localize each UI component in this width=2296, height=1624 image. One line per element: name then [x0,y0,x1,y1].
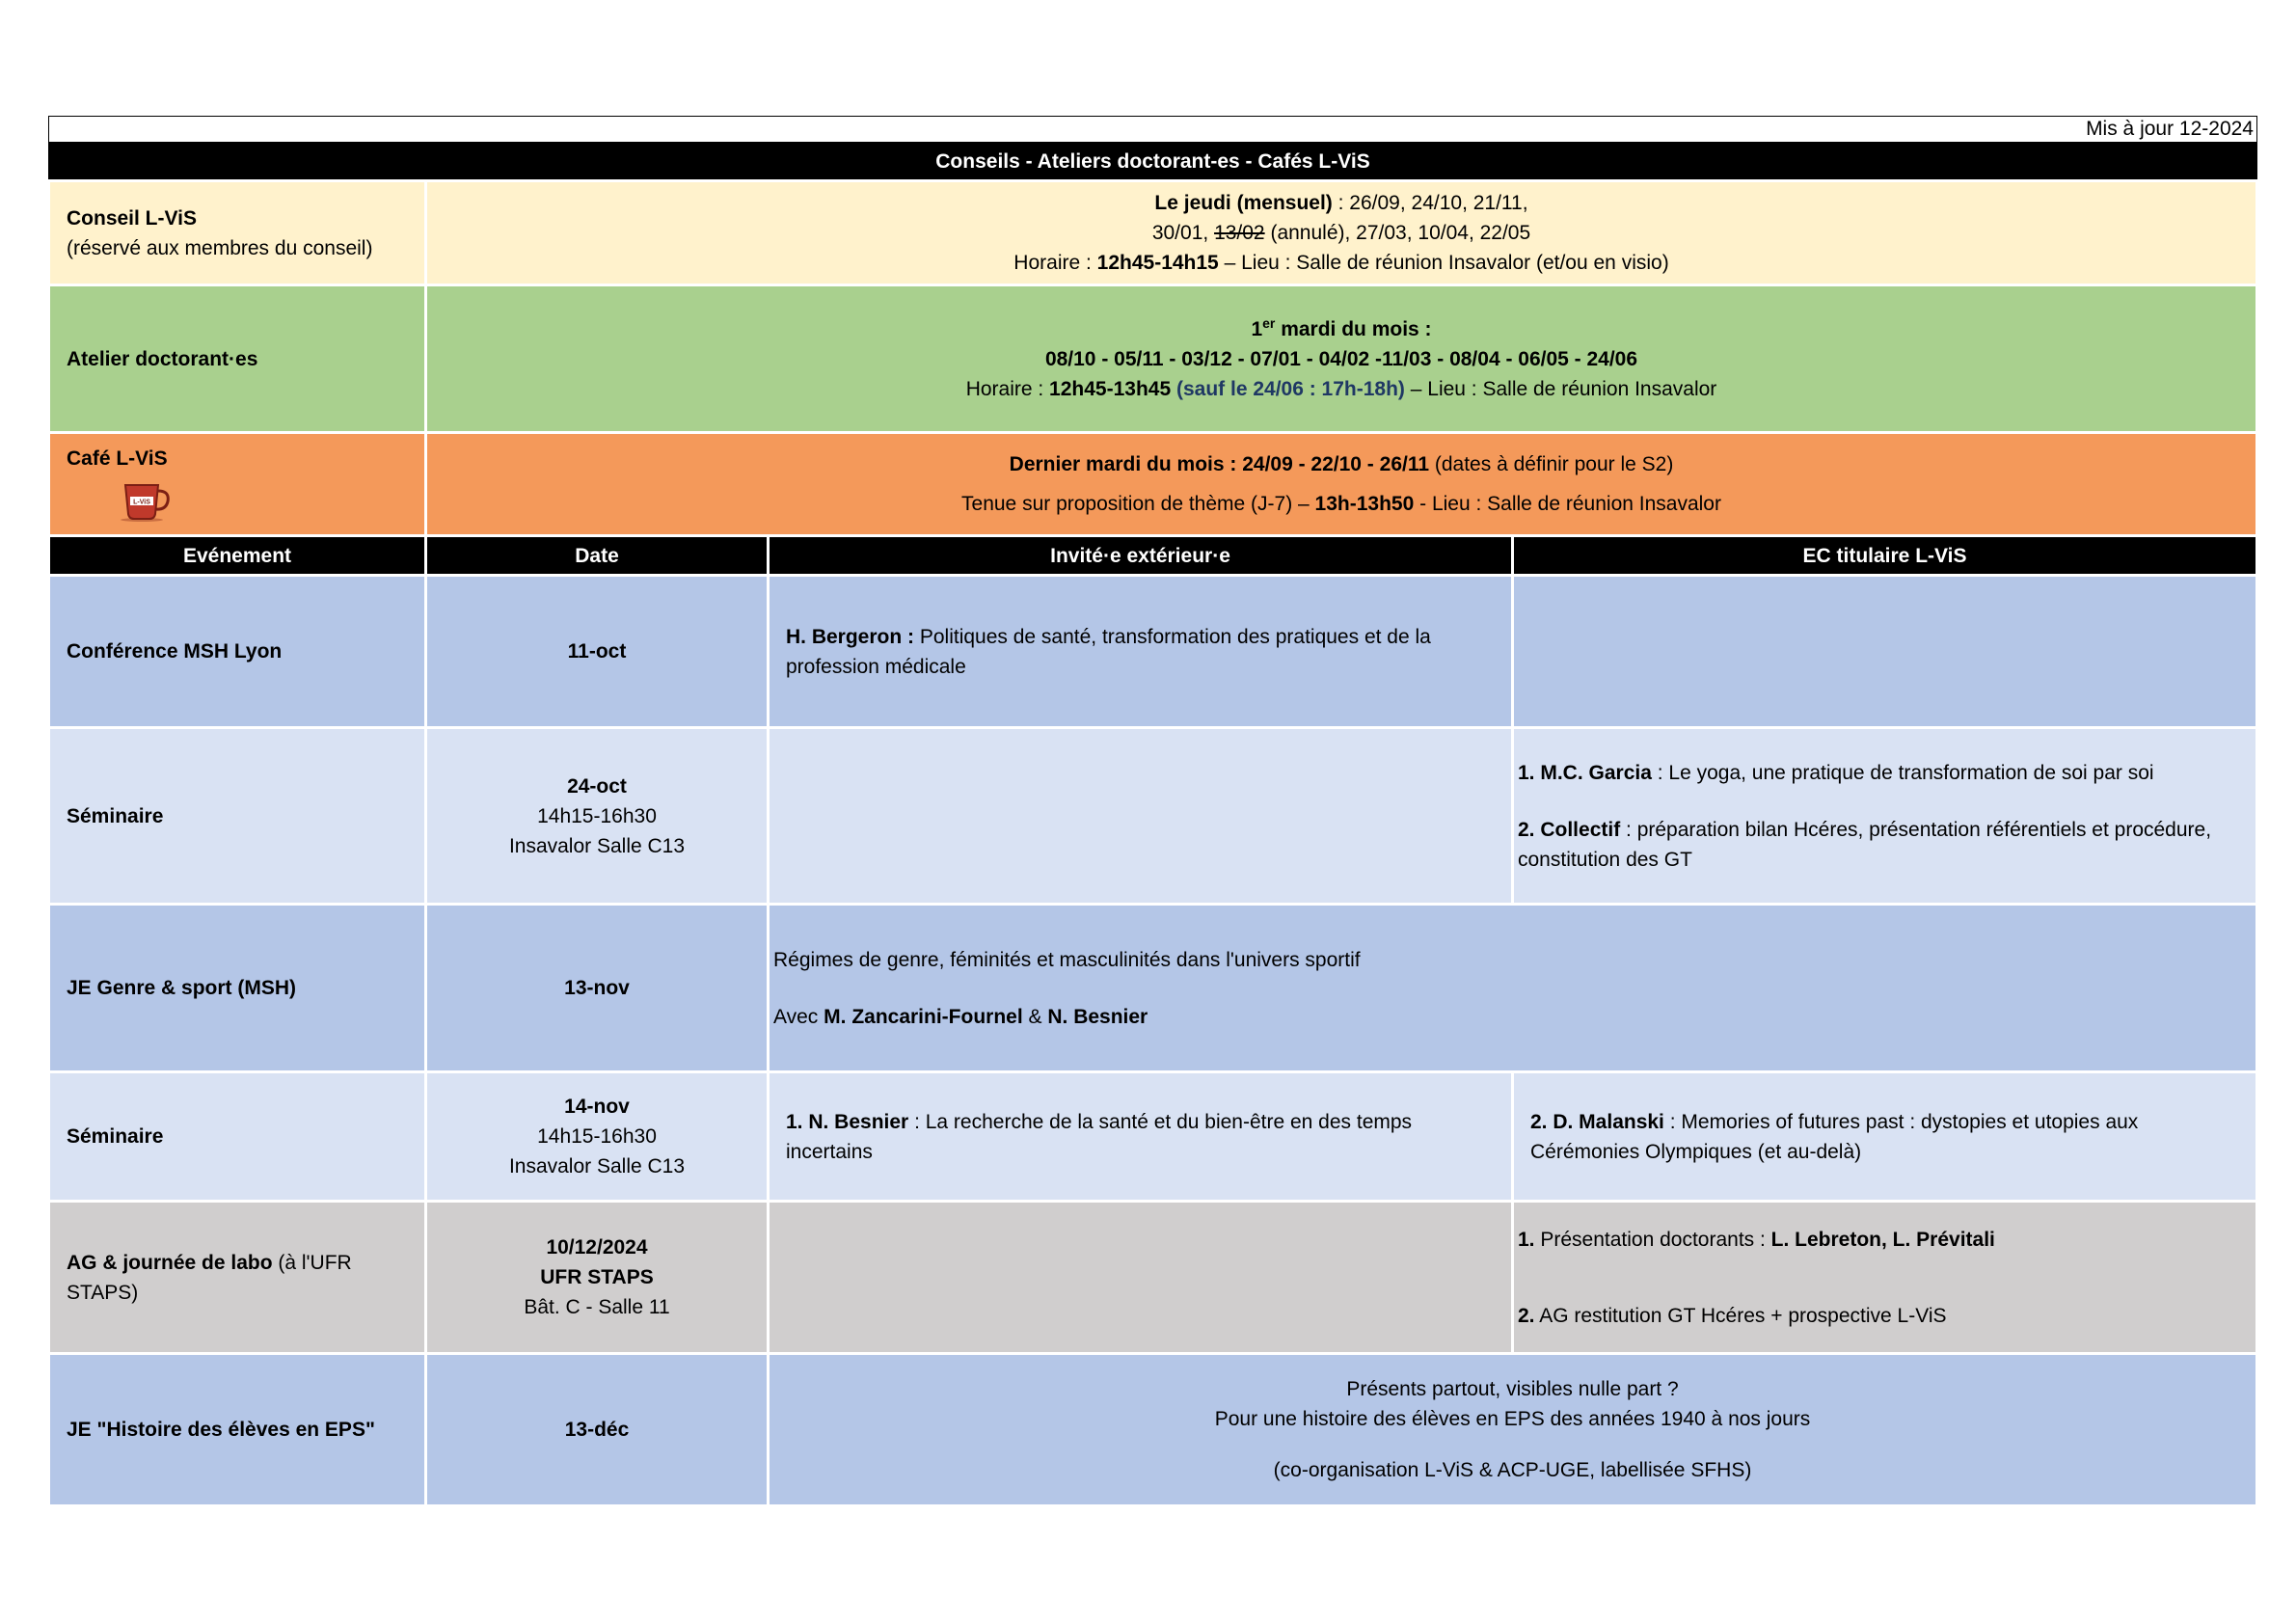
table-row [49,905,2257,1072]
conseil-time-label: Horaire : [1013,252,1097,274]
coffee-cup-icon [120,481,174,530]
conseil-label-cell [49,181,426,285]
ec-topic-2: : préparation bilan Hcéres, présentation référentiels et procédure, constitution des GT [1518,818,2212,871]
conseil-dates-2a: 30/01, [1151,222,1215,244]
event-place: Insavalor Salle C13 [508,1155,686,1177]
event-date: 24-oct [567,774,627,798]
atelier-time: 12h45-13h45 [1049,377,1172,400]
atelier-details: 1er mardi du mois : 08/10 - 05/11 - 03/12 - 07/01 - 04/02 -11/03 - 08/04 - 06/05 - 24/06 Horaire : 12h45-13h45 (sauf le 24/06 : 17h-18h) – Lieu : Salle de réunion Insavalor [426,285,2257,433]
table-row [49,576,2257,728]
title-row [49,143,2257,181]
conseil-dates-1: : 26/09, 24/10, 21/11, [1332,192,1528,214]
event-name: JE Genre & sport (MSH) [49,905,426,1072]
table-row [49,1072,2257,1202]
event-date: 13-déc [426,1354,769,1506]
guest-name: 1. N. Besnier [786,1110,909,1133]
table-title: Conseils - Ateliers doctorant-es - Cafés L-ViS [49,143,2257,181]
cafe-dates: Dernier mardi du mois : 24/09 - 22/10 - 26/11 [1009,453,1430,475]
col-header-date: Date [426,536,769,576]
event-date-cell [426,728,769,905]
atelier-day-num: 1 [1251,317,1263,340]
col-header-ec: EC titulaire L-ViS [1513,536,2257,576]
ec-topic: : Memories of futures past : dystopies et utopies aux Cérémonies Olympiques (et au-delà) [1530,1110,2139,1163]
event-place: UFR STAPS [540,1266,654,1288]
ec-cell [1513,576,2257,728]
cafe-row [49,433,2257,536]
guest-topic: Politiques de santé, transformation des pratiques et de la profession médicale [786,625,1431,678]
event-name: Conférence MSH Lyon [49,576,426,728]
event-date: 11-oct [426,576,769,728]
guest-cell [769,1072,1513,1202]
table-row [49,728,2257,905]
svg-text:L-ViS: L-ViS [133,499,150,506]
guest-cell [769,1202,1513,1354]
conseil-day: Le jeudi (mensuel) [1154,192,1333,214]
event-theme: Régimes de genre, féminités et masculinités dans l'univers sportif [773,948,1361,971]
guest-cell [769,728,1513,905]
event-time: 14h15-16h30 [537,804,657,827]
event-room: Bât. C - Salle 11 [524,1296,670,1318]
ec-speaker: 2. D. Malanski [1530,1110,1664,1133]
ec-cell: 1. Présentation doctorants : L. Lebreton, L. Prévitali 2. AG restitution GT Hcéres + prospective L-ViS [1513,1202,2257,1354]
event-name-cell [49,1202,426,1354]
guest-cell [769,576,1513,728]
table-row [49,1354,2257,1506]
header-row [49,536,2257,576]
conseil-time: 12h45-14h15 [1096,252,1219,274]
conseil-row [49,181,2257,285]
ec-cell [1513,728,2257,905]
cafe-details [426,433,2257,536]
conseil-place: – Lieu : Salle de réunion Insavalor (et/ou en visio) [1218,252,1669,274]
event-time: 14h15-16h30 [537,1125,657,1148]
event-date: 13-nov [426,905,769,1072]
atelier-place: – Lieu : Salle de réunion Insavalor [1404,377,1717,400]
cafe-place: - Lieu : Salle de réunion Insavalor [1414,493,1721,515]
conseil-label: Conseil L-ViS [67,206,197,230]
event-place: Insavalor Salle C13 [508,834,686,857]
guest-name-1: M. Zancarini-Fournel [824,1005,1023,1028]
event-date: 10/12/2024 [546,1236,648,1259]
update-row [49,117,2257,143]
atelier-day-rest: mardi du mois : [1275,317,1432,340]
ec-speaker-1: 1. M.C. Garcia [1518,761,1652,784]
update-date: Mis à jour 12-2024 [49,117,2257,143]
event-organisation: (co-organisation L-ViS & ACP-UGE, labellisée SFHS) [1273,1459,1752,1481]
conseil-sublabel: (réservé aux membres du conseil) [67,236,373,259]
ec-cell [1513,1072,2257,1202]
guest-topic: : La recherche de la santé et du bien-être en des temps incertains [786,1110,1413,1163]
col-header-guest: Invité·e extérieur·e [769,536,1513,576]
event-name: Séminaire [49,728,426,905]
ec-topic-1: : Le yoga, une pratique de transformation de soi par soi [1651,761,2154,784]
schedule-sheet [47,116,2255,1507]
event-name: AG & journée de labo [67,1251,273,1274]
schedule-table [47,116,2258,1507]
atelier-time-label: Horaire : [965,377,1050,400]
event-name: JE "Histoire des élèves en EPS" [49,1354,426,1506]
guest-cell: Régimes de genre, féminités et masculinités dans l'univers sportif Avec M. Zancarini-Fournel & N. Besnier [769,905,2257,1072]
conseil-dates-2b: (annulé), 27/03, 10/04, 22/05 [1264,222,1531,244]
atelier-row [49,285,2257,433]
atelier-day-sup: er [1262,314,1276,331]
table-row [49,1202,2257,1354]
event-title-line: Présents partout, visibles nulle part ? [1346,1378,1679,1400]
event-date-cell [426,1202,769,1354]
conseil-details [426,181,2257,285]
cafe-dates-note: (dates à définir pour le S2) [1429,453,1674,475]
conseil-cancelled-date: 13/02 [1214,222,1265,244]
col-header-event: Evénement [49,536,426,576]
event-name: Séminaire [49,1072,426,1202]
atelier-label: Atelier doctorant·es [49,285,426,433]
ec-doctoral-students: L. Lebreton, L. Prévitali [1770,1228,1995,1251]
cafe-label-cell [49,433,426,536]
event-description [769,1354,2257,1506]
cafe-time: 13h-13h50 [1314,493,1415,515]
event-location-note: (à l'UFR STAPS) [67,1251,352,1304]
ec-speaker-2: 2. Collectif [1518,818,1621,841]
ec-item-1: Présentation doctorants : [1534,1228,1771,1251]
cafe-format: Tenue sur proposition de thème (J-7) – [961,493,1315,515]
guest-name: H. Bergeron : [786,625,915,648]
event-date-cell [426,1072,769,1202]
atelier-exception: sauf le 24/06 : 17h-18h [1182,377,1398,400]
ec-item-2: AG restitution GT Hcéres + prospective L-ViS [1534,1304,1947,1327]
guest-name-2: N. Besnier [1047,1005,1148,1028]
cafe-label: Café L-ViS [67,447,168,470]
event-date: 14-nov [564,1096,630,1118]
atelier-dates: 08/10 - 05/11 - 03/12 - 07/01 - 04/02 -11/03 - 08/04 - 06/05 - 24/06 [1044,347,1638,370]
event-subtitle-line: Pour une histoire des élèves en EPS des années 1940 à nos jours [1214,1408,1811,1430]
